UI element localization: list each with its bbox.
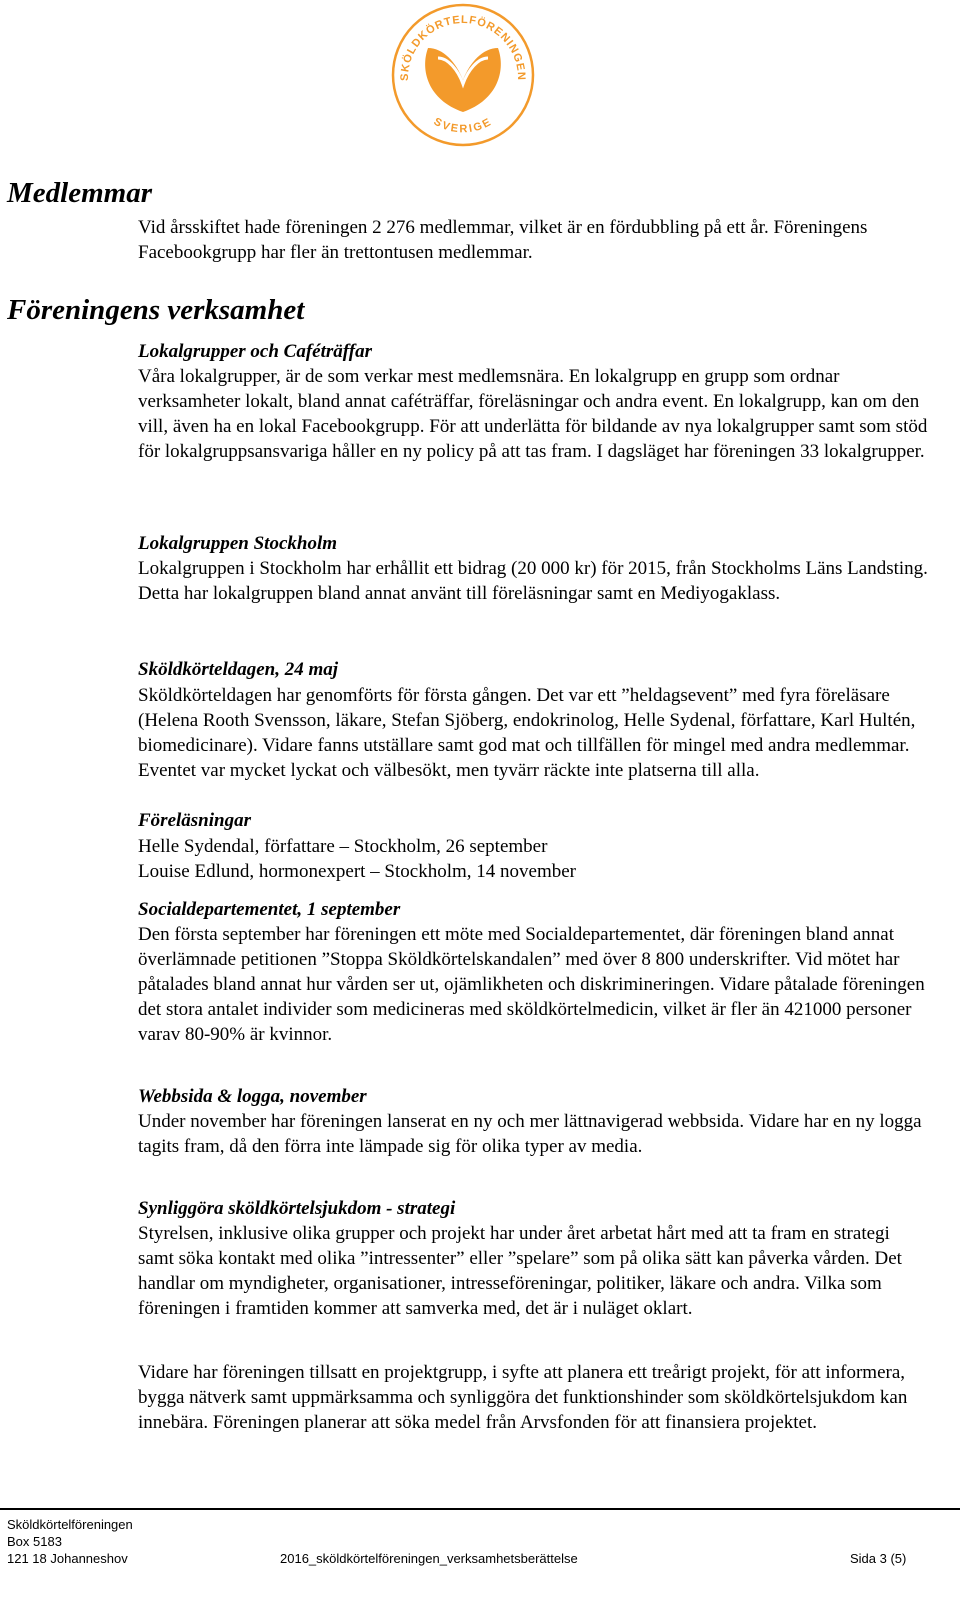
subheading-strategi: Synliggöra sköldkörtelsjukdom - strategi <box>138 1198 456 1219</box>
logo-text-top: SKÖLDKÖRTELFÖRENINGEN <box>398 13 528 82</box>
heading-verksamhet: Föreningens verksamhet <box>7 294 305 326</box>
subheading-socialdepartementet: Socialdepartementet, 1 september <box>138 899 401 920</box>
paragraph-stockholm: Lokalgruppen i Stockholm har erhållit ett bidrag (20 000 kr) för 2015, från Stockholms Läns Landsting. Detta har lokalgruppen bland annat använt till föreläsningar samt en Mediyogaklass. <box>138 558 928 604</box>
lecture-item: Louise Edlund, hormonexpert – Stockholm, 14 november <box>138 861 576 882</box>
lecture-item: Helle Sydendal, författare – Stockholm, 26 september <box>138 836 548 857</box>
paragraph-skoldkorteldagen: Sköldkörteldagen har genomförts för första gången. Det var ett ”heldagsevent” med fyra föreläsare (Helena Rooth Svensson, läkare, Stefan Sjöberg, endokrinolog, Helle Sydenal, författare, Karl Hultén, biomedicinare). Vidare fanns utställare samt god mat och tillfällen för mingel med andra medlemmar. Eventet var mycket lyckat och välbesökt, men tyvärr räckte inte platserna till alla. <box>138 685 916 781</box>
heading-medlemmar: Medlemmar <box>7 177 152 209</box>
subheading-stockholm: Lokalgruppen Stockholm <box>138 533 337 554</box>
footer-org-name: Sköldkörtelföreningen <box>7 1517 133 1532</box>
subheading-lokalgrupper: Lokalgrupper och Caféträffar <box>138 341 372 362</box>
logo-text-bottom: SVERIGE <box>431 115 495 136</box>
organization-logo <box>388 0 538 155</box>
svg-text:SKÖLDKÖRTELFÖRENINGEN <box>399 14 527 81</box>
footer-page-number: Sida 3 (5) <box>850 1551 907 1566</box>
lecture-list <box>138 834 928 884</box>
subheading-forelasningar: Föreläsningar <box>138 810 251 831</box>
paragraph-lokalgrupper: Våra lokalgrupper, är de som verkar mest medlemsnära. En lokalgrupp en grupp som ordnar verksamheter lokalt, bland annat caféträffar, föreläsningar och andra event. En lokalgrupp, kan om den vill, även ha en lokal Facebookgrupp. För att underlätta för bildande av nya lokalgrupper samt som stöd för lokalgruppsansvariga håller en ny policy på att tas fram. I dagsläget har föreningen 33 lokalgrupper. <box>138 366 928 462</box>
paragraph-medlemmar: Vid årsskiftet hade föreningen 2 276 medlemmar, vilket är en fördubbling på ett år. Föreningens Facebookgrupp har fler än trettontusen medlemmar. <box>138 217 868 263</box>
footer-divider <box>0 1508 960 1510</box>
paragraph-webbsida: Under november har föreningen lanserat en ny och mer lättnavigerad webbsida. Vidare har en ny logga tagits fram, då den förra inte lämpade sig för olika typer av media. <box>138 1111 922 1157</box>
subheading-skoldkorteldagen: Sköldkörteldagen, 24 maj <box>138 659 339 680</box>
svg-text:SVERIGE <box>432 116 495 136</box>
footer-address-city: 121 18 Johanneshov <box>7 1551 128 1566</box>
footer-address-box: Box 5183 <box>7 1534 62 1549</box>
paragraph-projektgrupp: Vidare har föreningen tillsatt en projektgrupp, i syfte att planera ett treårigt projekt, för att informera, bygga nätverk samt uppmärksamma och synliggöra det funktionshinder som sköldkörtelsjukdom kan innebära. Föreningen planerar att söka medel från Arvsfonden för att finansiera projektet. <box>138 1362 908 1433</box>
paragraph-strategi: Styrelsen, inklusive olika grupper och projekt har under året arbetat hårt med att ta fram en strategi samt söka kontakt med olika ”intressenter” eller ”spelare” som på olika sätt kan påverka vården. Det handlar om myndigheter, organisationer, intresseföreningar, politiker, läkare och andra. Vilka som föreningen i framtiden kommer att samverka med, det är i nuläget oklart. <box>138 1223 902 1319</box>
footer-filename: 2016_sköldkörtelföreningen_verksamhetsberättelse <box>280 1551 578 1566</box>
paragraph-socialdepartementet: Den första september har föreningen ett möte med Socialdepartementet, där föreningen bland annat överlämnade petitionen ”Stoppa Sköldkörtelskandalen” med över 8 800 underskrifter. Vid mötet har påtalades bland annat hur vården ser ut, ojämlikheten och diskrimineringen. Vidare påtalade föreningen det stora antalet individer som medicineras med sköldkörtelmedicin, vilket är fler än 421000 personer varav 80-90% är kvinnor. <box>138 924 925 1045</box>
subheading-webbsida: Webbsida & logga, november <box>138 1086 367 1107</box>
